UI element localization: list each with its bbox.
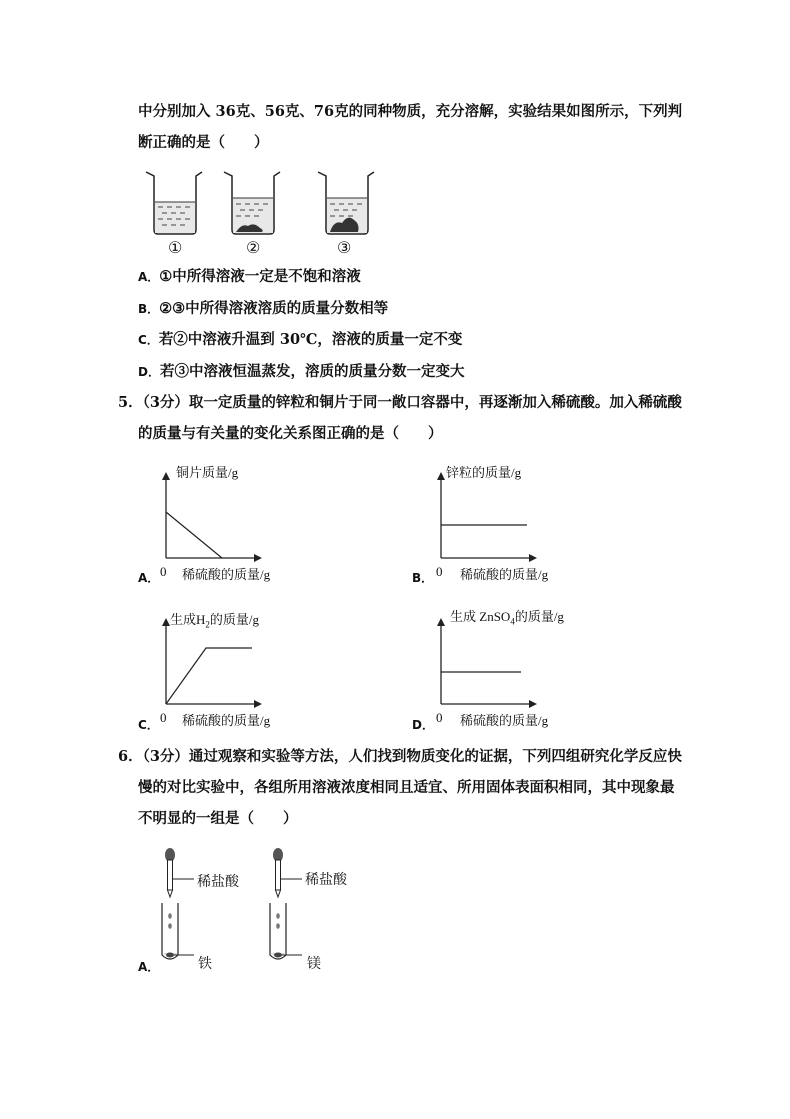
- graph-c-letter: C．: [138, 718, 159, 732]
- graph-b-origin: 0: [436, 564, 443, 579]
- q6-line3: 不明显的一组是（ ）: [138, 810, 298, 827]
- graph-b-letter: B．: [412, 571, 434, 585]
- metal-label-2: 镁: [307, 957, 321, 972]
- beaker-label-1: ①: [168, 240, 183, 257]
- graph-d-letter: D．: [412, 718, 434, 732]
- beaker-3: [318, 172, 374, 234]
- q5-line2: 的质量与有关量的变化关系图正确的是（ ）: [138, 425, 443, 442]
- beaker-2: [224, 172, 280, 234]
- graph-c: [150, 616, 270, 716]
- q6-option-a-letter: A．: [138, 960, 160, 974]
- q6-line1: 6．（3分）通过观察和实验等方法，人们找到物质变化的证据，下列四组研究化学反应快: [118, 748, 682, 765]
- q4-option-b: B．②③中所得溶液溶质的质量分数相等: [138, 300, 389, 317]
- acid-label-2: 稀盐酸: [305, 873, 347, 888]
- graph-d-ylabel: 生成 ZnSO$_4$的质量/g: [450, 609, 564, 627]
- graph-a-xlabel: 稀硫酸的质量/g: [182, 567, 271, 582]
- graph-b: [425, 470, 545, 570]
- graph-a-origin: 0: [160, 564, 167, 579]
- graph-a-letter: A．: [138, 571, 160, 585]
- q4-option-a: A．①中所得溶液一定是不饱和溶液: [138, 268, 361, 285]
- graph-d-origin: 0: [436, 710, 443, 725]
- graph-b-xlabel: 稀硫酸的质量/g: [460, 567, 549, 582]
- q6-line2: 慢的对比实验中，各组所用溶液浓度相同且适宜、所用固体表面积相同，其中现象最: [138, 779, 675, 796]
- q4-intro-line2: 断正确的是（ ）: [138, 134, 269, 151]
- q4-option-c: C．若②中溶液升温到 30℃，溶液的质量一定不变: [138, 331, 463, 348]
- beaker-label-3: ③: [337, 240, 352, 257]
- q4-option-d: D．若③中溶液恒温蒸发，溶质的质量分数一定变大: [138, 363, 465, 380]
- acid-label-1: 稀盐酸: [197, 875, 239, 890]
- dropper-2: [273, 848, 302, 897]
- q6-figure-a: [150, 845, 370, 970]
- metal-label-1: 铁: [198, 957, 212, 972]
- test-tube-1: [162, 903, 194, 959]
- graph-d-xlabel: 稀硫酸的质量/g: [460, 713, 549, 728]
- graph-a-ylabel: 铜片质量/g: [176, 465, 239, 480]
- graph-b-ylabel: 锌粒的质量/g: [446, 465, 522, 480]
- beaker-label-2: ②: [246, 240, 261, 257]
- dropper-1: [165, 848, 194, 897]
- q5-line1: 5．（3分）取一定质量的锌粒和铜片于同一敞口容器中，再逐渐加入稀硫酸。加入稀硫酸: [118, 394, 682, 411]
- graph-c-origin: 0: [160, 710, 167, 725]
- graph-c-xlabel: 稀硫酸的质量/g: [182, 713, 271, 728]
- test-tube-2: [270, 903, 302, 959]
- q4-intro-line1: 中分别加入 36克、56克、76克的同种物质，充分溶解，实验结果如图所示，下列判: [138, 103, 683, 120]
- beaker-1: [146, 172, 202, 234]
- graph-a: [150, 470, 270, 570]
- graph-d: [425, 616, 545, 716]
- graph-c-ylabel: 生成$H_2$的质量/g: [170, 612, 260, 630]
